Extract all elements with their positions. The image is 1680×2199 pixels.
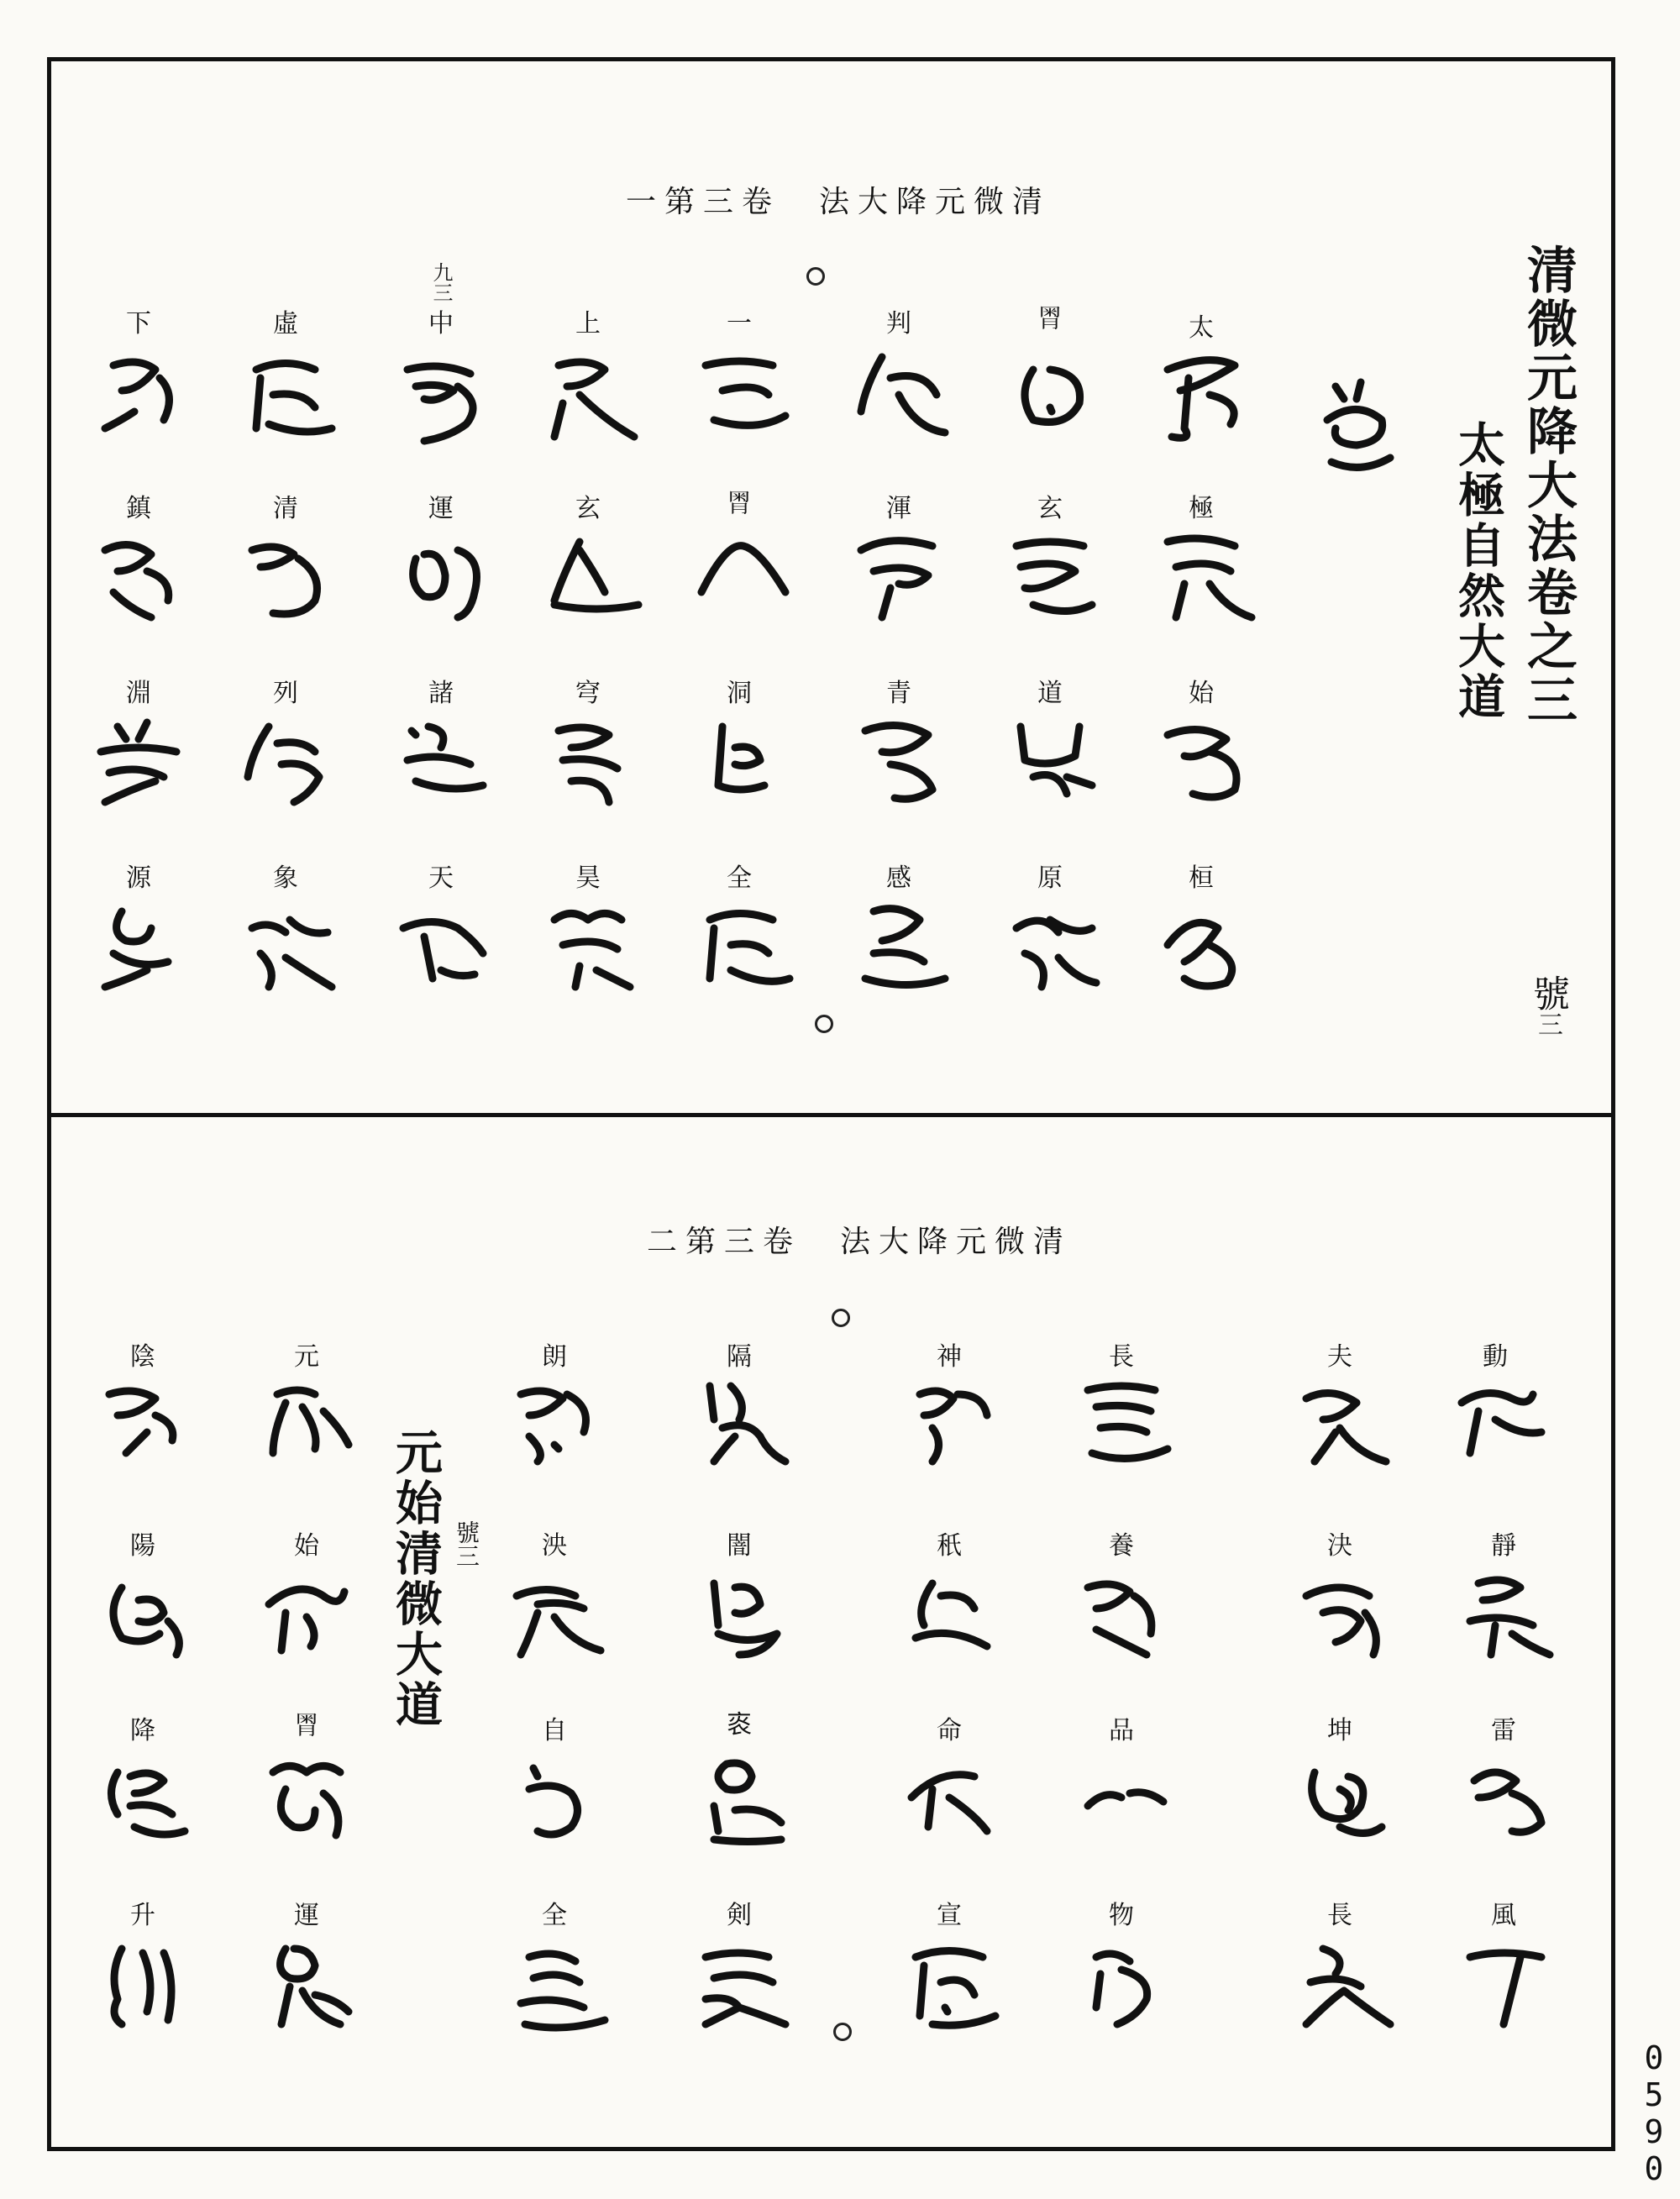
bottom-glyph-label: 泱 <box>542 1531 567 1561</box>
bottom-glyph-label: 陰 <box>130 1342 155 1372</box>
talisman-glyph-icon <box>1151 525 1260 626</box>
bottom-glyph-label: 隔 <box>727 1342 752 1372</box>
top-glyph-label: 象 <box>273 863 298 893</box>
talisman-glyph-icon <box>504 1369 613 1470</box>
top-glyph-label: 上 <box>575 309 601 339</box>
top-glyph-label: 下 <box>126 309 151 339</box>
bottom-glyph-label: 靜 <box>1491 1531 1516 1561</box>
talisman-glyph-icon <box>538 525 647 626</box>
talisman-glyph-icon <box>391 710 500 811</box>
talisman-glyph-icon <box>391 525 500 626</box>
talisman-glyph-icon <box>235 710 344 811</box>
top-glyph-label: 淵 <box>126 679 151 708</box>
bottom-glyph-label: 決 <box>1327 1531 1352 1561</box>
talisman-glyph-icon <box>538 344 647 445</box>
top-glyph-label: 列 <box>273 679 298 708</box>
talisman-glyph-icon <box>256 1932 365 2033</box>
bottom-glyph-label: 自 <box>542 1716 567 1745</box>
talisman-glyph-icon <box>504 1747 613 1848</box>
bottom-glyph-label: 宣 <box>937 1901 962 1930</box>
top-glyph-label: 全 <box>727 863 752 893</box>
talisman-glyph-icon <box>1445 1369 1554 1470</box>
top-glyph-label: 判 <box>886 309 911 339</box>
talisman-glyph-icon <box>689 895 798 995</box>
talisman-glyph-icon <box>1289 1747 1399 1848</box>
bottom-glyph-label: 全 <box>542 1901 567 1930</box>
bottom-glyph-label: 𤇯 <box>727 1710 752 1740</box>
top-glyph-label: 昊 <box>575 863 601 893</box>
top-glyph-label: 一 <box>727 309 752 339</box>
talisman-glyph-icon <box>899 1932 1008 2033</box>
bottom-glyph-label: 物 <box>1109 1901 1134 1930</box>
talisman-glyph-icon <box>1000 344 1109 445</box>
bottom-glyph-label: 長 <box>1327 1901 1352 1930</box>
talisman-glyph-icon <box>1453 1932 1562 2033</box>
talisman-glyph-icon <box>88 344 197 445</box>
top-glyph-label: 𣍸 <box>727 490 752 519</box>
talisman-glyph-icon <box>391 895 500 995</box>
talisman-glyph-icon <box>235 895 344 995</box>
talisman-glyph-icon <box>1000 710 1109 811</box>
bottom-glyph-label: 夫 <box>1327 1342 1352 1372</box>
talisman-glyph-icon <box>689 1369 798 1470</box>
bottom-circle-mark <box>833 2023 852 2041</box>
talisman-glyph-icon <box>1151 895 1260 995</box>
talisman-glyph-icon <box>1310 370 1403 496</box>
talisman-glyph-icon <box>1453 1562 1562 1663</box>
talisman-glyph-icon <box>88 710 197 811</box>
top-section-title: 太極自然大道 <box>1451 420 1506 722</box>
bottom-glyph-label: 始 <box>294 1531 319 1561</box>
bottom-glyph-label: 雷 <box>1491 1716 1516 1745</box>
top-glyph-label: 源 <box>126 863 151 893</box>
bottom-glyph-label: 風 <box>1491 1901 1516 1930</box>
talisman-glyph-icon <box>899 1562 1008 1663</box>
talisman-glyph-icon <box>256 1747 365 1848</box>
talisman-glyph-icon <box>1071 1562 1180 1663</box>
talisman-glyph-icon <box>689 1932 798 2033</box>
talisman-glyph-icon <box>1071 1369 1180 1470</box>
top-glyph-label: 玄 <box>575 494 601 523</box>
talisman-glyph-icon <box>689 1562 798 1663</box>
talisman-glyph-icon <box>92 1747 202 1848</box>
talisman-glyph-icon <box>1000 895 1109 995</box>
talisman-glyph-icon <box>88 525 197 626</box>
top-glyph-label: 洞 <box>727 679 752 708</box>
talisman-glyph-icon <box>88 895 197 995</box>
talisman-glyph-icon <box>256 1562 365 1663</box>
talisman-glyph-icon <box>235 344 344 445</box>
bottom-circle-mark <box>832 1309 850 1327</box>
bottom-glyph-label: 養 <box>1109 1531 1134 1561</box>
talisman-glyph-icon <box>848 895 958 995</box>
talisman-glyph-icon <box>504 1932 613 2033</box>
talisman-glyph-icon <box>1000 525 1109 626</box>
top-glyph-label: 青 <box>886 679 911 708</box>
top-volume-title: 清微元降大法卷之三 <box>1519 244 1578 727</box>
bottom-glyph-label: 運 <box>294 1901 319 1930</box>
bottom-glyph-label: 秖 <box>937 1531 962 1561</box>
top-circle-mark <box>806 267 825 286</box>
talisman-glyph-icon <box>1289 1562 1399 1663</box>
talisman-glyph-icon <box>689 710 798 811</box>
talisman-glyph-icon <box>689 1747 798 1848</box>
top-circle-mark <box>815 1015 833 1033</box>
top-glyph-label: 鎮 <box>126 494 151 523</box>
talisman-glyph-icon <box>1151 710 1260 811</box>
top-glyph-label: 道 <box>1037 679 1063 708</box>
top-glyph-label: 渾 <box>886 494 911 523</box>
bottom-glyph-label: 𣍸 <box>294 1712 319 1741</box>
talisman-glyph-icon <box>1289 1369 1399 1470</box>
top-glyph-label: 始 <box>1189 679 1214 708</box>
bottom-glyph-label: 陽 <box>130 1531 155 1561</box>
top-glyph-label: 清 <box>273 494 298 523</box>
talisman-glyph-icon <box>92 1562 202 1663</box>
bottom-glyph-label: 命 <box>937 1716 962 1745</box>
top-hao-mark: 號三 <box>1526 974 1569 1037</box>
top-running-header: 一第三卷 法大降元微清 <box>626 185 1052 219</box>
top-glyph-label: 諸 <box>428 679 454 708</box>
page-number: 0590 <box>1635 2039 1672 2187</box>
bottom-glyph-label: 品 <box>1109 1716 1134 1745</box>
talisman-glyph-icon <box>1453 1747 1562 1848</box>
talisman-glyph-icon <box>235 525 344 626</box>
top-glyph-label: 中 <box>428 309 454 339</box>
top-glyph-label: 天 <box>428 863 454 893</box>
bottom-running-header: 二第三卷 法大降元微清 <box>647 1225 1073 1259</box>
bottom-hao-mark: 號三 <box>453 1520 480 1567</box>
top-glyph-label: 極 <box>1189 494 1214 523</box>
talisman-glyph-icon <box>689 344 798 445</box>
talisman-glyph-icon <box>1151 344 1260 445</box>
talisman-glyph-icon <box>1071 1932 1180 2033</box>
talisman-glyph-icon <box>538 895 647 995</box>
talisman-glyph-icon <box>92 1932 202 2033</box>
bottom-glyph-label: 長 <box>1109 1342 1134 1372</box>
bottom-glyph-label: 坤 <box>1327 1716 1352 1745</box>
talisman-glyph-icon <box>1289 1932 1399 2033</box>
talisman-glyph-icon <box>848 525 958 626</box>
talisman-glyph-icon <box>504 1562 613 1663</box>
bottom-glyph-label: 降 <box>130 1716 155 1745</box>
talisman-glyph-icon <box>1071 1747 1180 1848</box>
bottom-glyph-label: 動 <box>1483 1342 1508 1372</box>
bottom-glyph-label: 剣 <box>727 1901 752 1930</box>
talisman-glyph-icon <box>391 344 500 445</box>
bottom-glyph-label: 升 <box>130 1901 155 1930</box>
top-glyph-label: 玄 <box>1037 494 1063 523</box>
bottom-section-title: 元始清微大道 <box>388 1428 444 1730</box>
bottom-glyph-label: 朗 <box>542 1342 567 1372</box>
talisman-glyph-icon <box>689 525 798 626</box>
top-glyph-label: 桓 <box>1189 863 1214 893</box>
talisman-glyph-icon <box>538 710 647 811</box>
top-glyph-label: 穹 <box>575 679 601 708</box>
bottom-glyph-label: 元 <box>294 1342 319 1372</box>
page-divider <box>47 1113 1615 1117</box>
talisman-glyph-icon <box>848 710 958 811</box>
top-glyph-label: 虛 <box>273 309 298 339</box>
bottom-glyph-label: 神 <box>937 1342 962 1372</box>
top-glyph-label: 感 <box>886 863 911 893</box>
top-glyph-label: 𣍸 <box>1037 305 1063 334</box>
talisman-glyph-icon <box>899 1747 1008 1848</box>
top-glyph-label: 原 <box>1037 863 1063 893</box>
top-glyph-label: 運 <box>428 494 454 523</box>
talisman-glyph-icon <box>848 344 958 445</box>
talisman-glyph-icon <box>92 1369 202 1470</box>
top-glyph-label-small: 九三 <box>429 262 453 302</box>
bottom-glyph-label: 闇 <box>727 1531 752 1561</box>
talisman-glyph-icon <box>899 1369 1008 1470</box>
top-glyph-label: 太 <box>1189 313 1214 343</box>
talisman-glyph-icon <box>256 1369 365 1470</box>
